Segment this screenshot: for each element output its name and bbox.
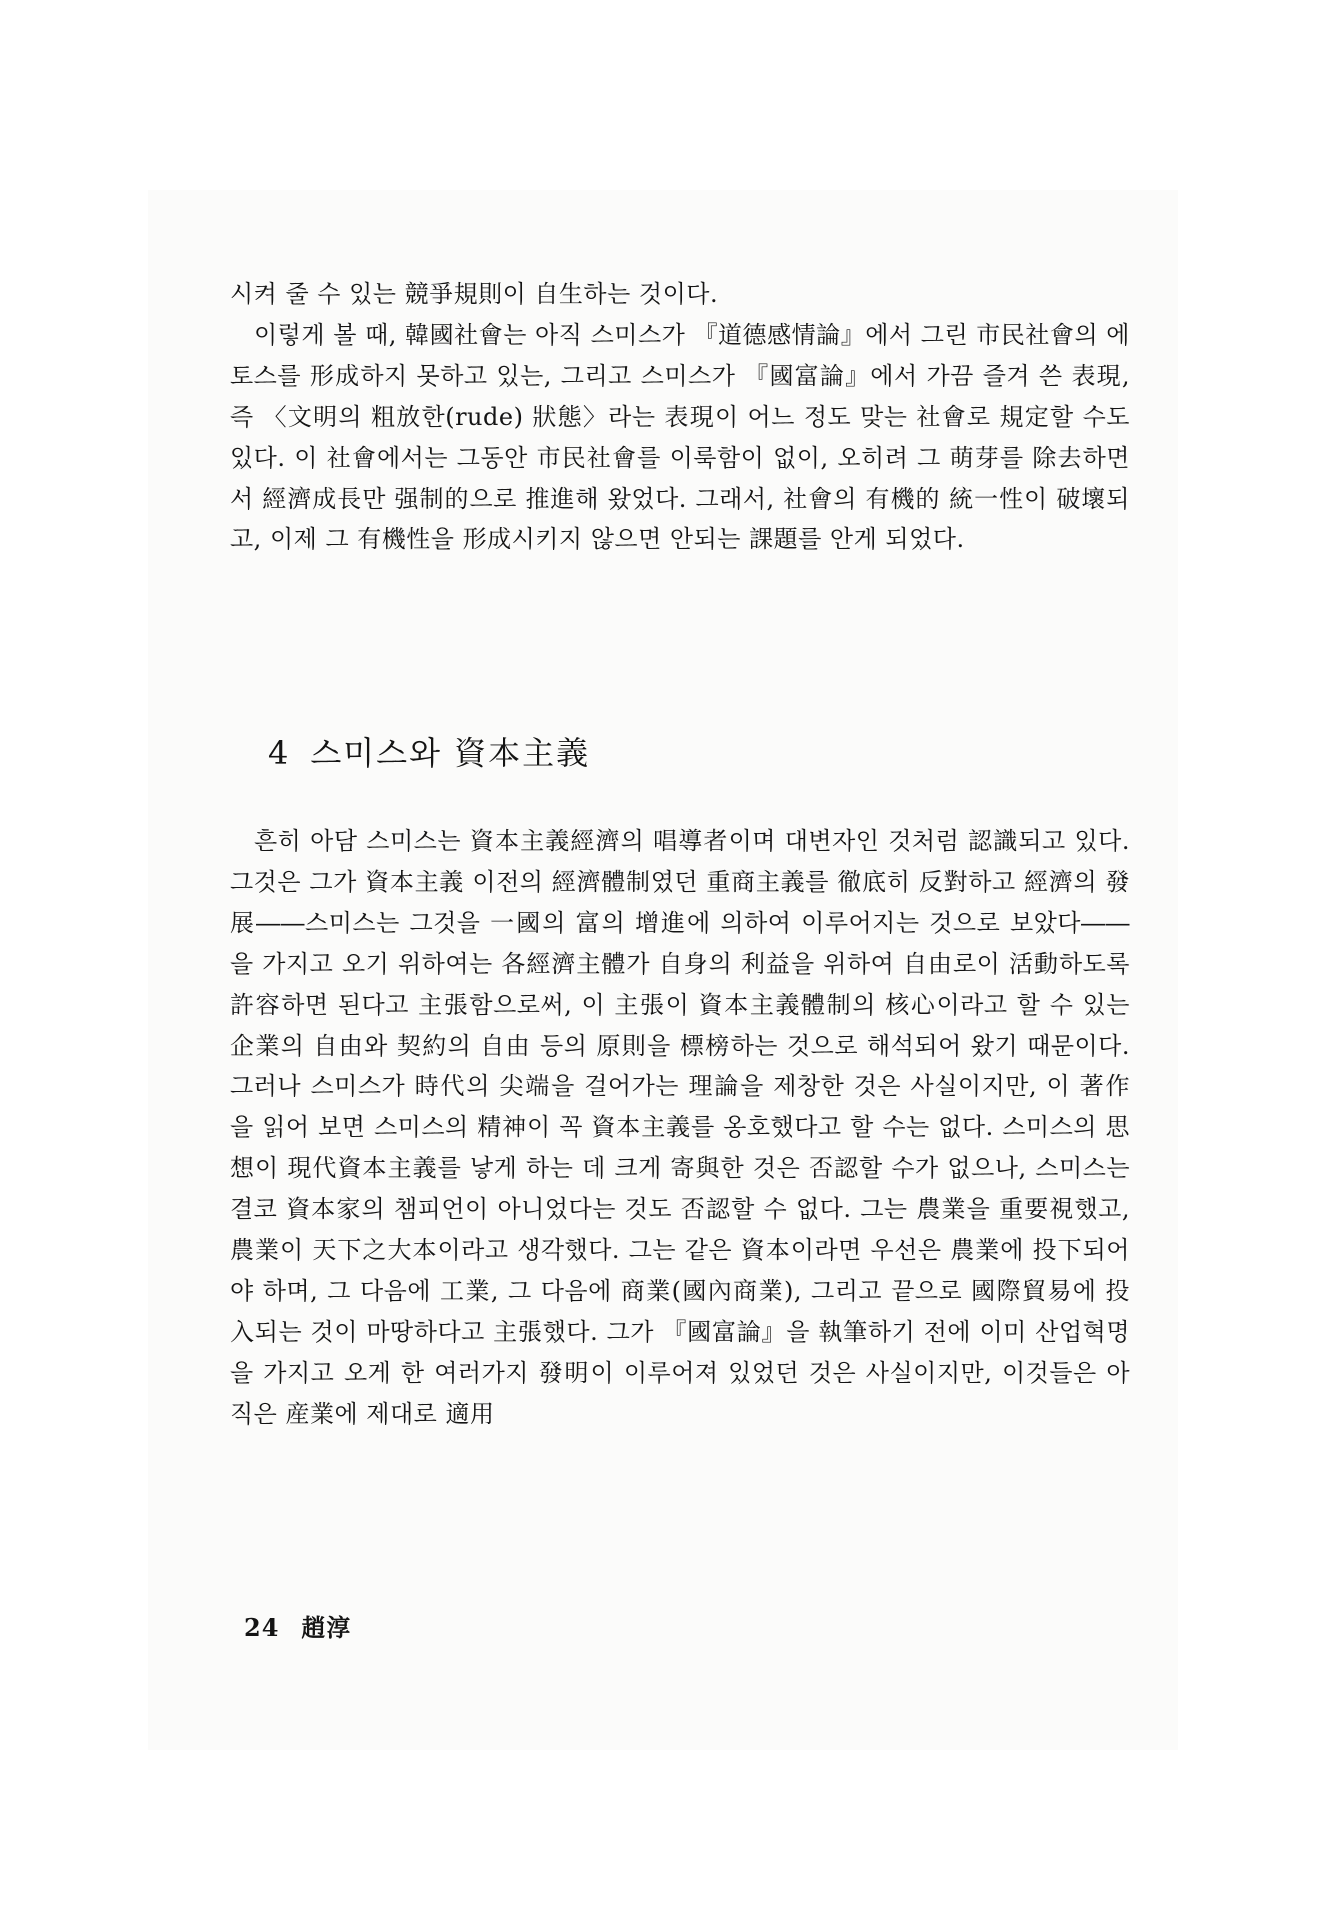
section-body	[230, 821, 1130, 1435]
section-title: 스미스와 資本主義	[310, 734, 591, 772]
paragraph-smith-capitalism: 흔히 아담 스미스는 資本主義經濟의 唱導者이며 대변자인 것처럼 認識되고 있다. 그것은 그가 資本主義 이전의 經濟體制였던 重商主義를 徹底히 反對하고 經濟의 發展――스미스는 그것을 一國의 富의 增進에 의하여 이루어지는 것으로 보았다――을 가지고 오기 위하여는 各經濟主體가 自身의 利益을 위하여 自由로이 活動하도록 許容하면 된다고 主張함으로써, 이 主張이 資本主義體制의 核心이라고 할 수 있는 企業의 自由와 契約의 自由 등의 原則을 標榜하는 것으로 해석되어 왔기 때문이다. 그러나 스미스가 時代의 尖端을 걸어가는 理論을 제창한 것은 사실이지만, 이 著作을 읽어 보면 스미스의 精神이 꼭 資本主義를 옹호했다고 할 수는 없다. 스미스의 思想이 現代資本主義를 낳게 하는 데 크게 寄與한 것은 否認할 수가 없으나, 스미스는 결코 資本家의 챔피언이 아니었다는 것도 否認할 수 없다. 그는 農業을 重要視했고, 農業이 天下之大本이라고 생각했다. 그는 같은 資本이라면 우선은 農業에 投下되어야 하며, 그 다음에 工業, 그 다음에 商業(國內商業), 그리고 끝으로 國際貿易에 投入되는 것이 마땅하다고 主張했다. 그가 『國富論』을 執筆하기 전에 이미 산업혁명을 가지고 오게 한 여러가지 發明이 이루어져 있었던 것은 사실이지만, 이것들은 아직은 産業에 제대로 適用	[230, 827, 1131, 1428]
page-number: 24	[244, 1613, 280, 1642]
author-name: 趙淳	[301, 1613, 352, 1642]
section-heading	[268, 728, 590, 774]
page-footer	[244, 1608, 351, 1643]
paragraph-continuation: 시켜 줄 수 있는 競爭規則이 自生하는 것이다.	[230, 280, 719, 308]
section-number: 4	[268, 734, 291, 772]
opening-text-block	[230, 274, 1130, 560]
paragraph-korean-society: 이렇게 볼 때, 韓國社會는 아직 스미스가 『道德感情論』에서 그린 市民社會의 에토스를 形成하지 못하고 있는, 그리고 스미스가 『國富論』에서 가끔 즐겨 쓴 表現, 즉 〈文明의 粗放한(rude) 狀態〉라는 表現이 어느 정도 맞는 社會로 規定할 수도 있다. 이 社會에서는 그동안 市民社會를 이룩함이 없이, 오히려 그 萌芽를 除去하면서 經濟成長만 强制的으로 推進해 왔었다. 그래서, 社會의 有機的 統一性이 破壞되고, 이제 그 有機性을 形成시키지 않으면 안되는 課題를 안게 되었다.	[230, 320, 1130, 554]
